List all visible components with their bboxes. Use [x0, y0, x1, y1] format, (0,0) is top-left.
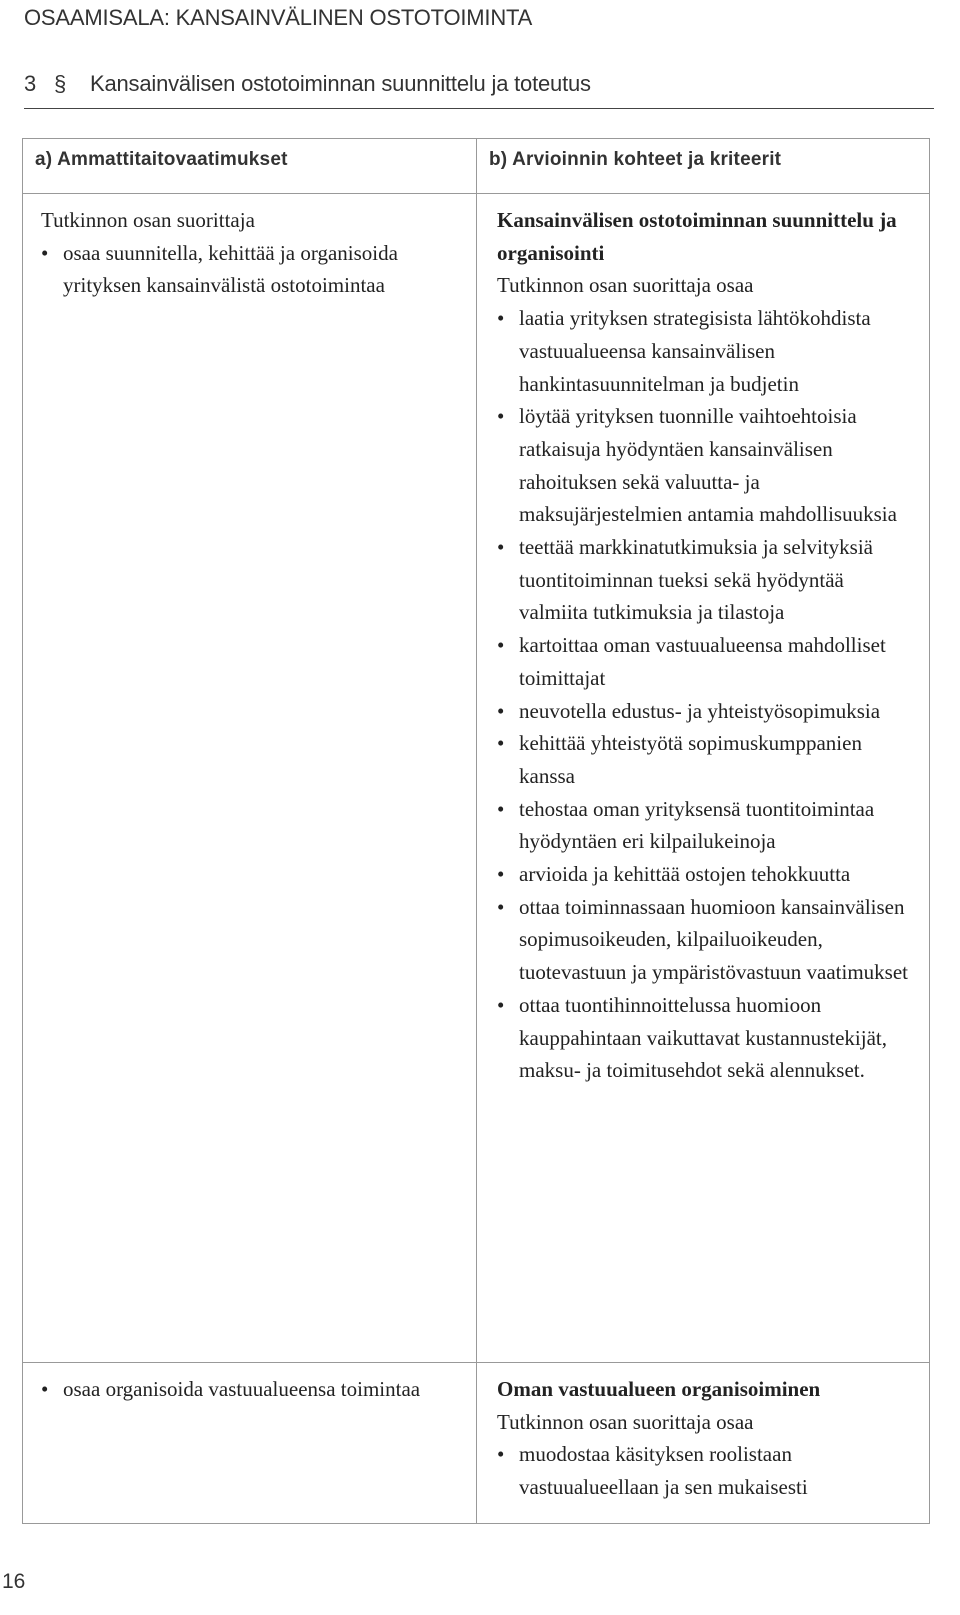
area-title: OSAAMISALA: KANSAINVÄLINEN OSTOTOIMINTA	[24, 5, 533, 30]
requirements-cell	[23, 1363, 477, 1524]
table-header-row	[23, 139, 930, 194]
list-item: • osaa organisoida vastuualueensa toimintaa	[41, 1373, 460, 1406]
list-item: • teettää markkinatutkimuksia ja selvityksiä tuontitoiminnan tueksi sekä hyödyntää valmiita tutkimuksia ja tilastoja	[497, 531, 913, 629]
section-number: 3	[24, 71, 37, 96]
table-row	[23, 194, 930, 1363]
section-heading	[24, 70, 934, 109]
requirements-heading: Tutkinnon osan suorittaja	[41, 208, 255, 232]
list-item: • osaa suunnitella, kehittää ja organisoida yrityksen kansainvälistä ostotoimintaa	[41, 237, 460, 302]
list-item: • muodostaa käsityksen roolistaan vastuualueellaan ja sen mukaisesti	[497, 1438, 913, 1503]
list-item: • neuvotella edustus- ja yhteistyösopimuksia	[497, 695, 913, 728]
list-item: • arvioida ja kehittää ostojen tehokkuutta	[497, 858, 913, 891]
criteria-cell	[477, 194, 930, 1363]
criteria-table	[22, 138, 930, 1524]
document-header	[24, 4, 934, 109]
criteria-cell	[477, 1363, 930, 1524]
criteria-heading: Oman vastuualueen organisoiminen	[497, 1377, 821, 1401]
col-b-header: b) Arvioinnin kohteet ja kriteerit	[477, 139, 930, 194]
criteria-list	[497, 302, 913, 1087]
page-number: 16	[2, 1570, 26, 1593]
criteria-intro: Tutkinnon osan suorittaja osaa	[497, 273, 754, 298]
requirements-cell	[23, 194, 477, 1363]
list-item: • ottaa tuontihinnoittelussa huomioon kauppahintaan vaikuttavat kustannustekijät, maksu- ja toimitusehdot sekä alennukset.	[497, 989, 913, 1087]
criteria-intro: Tutkinnon osan suorittaja osaa	[497, 1409, 754, 1434]
criteria-heading: Kansainvälisen ostotoiminnan suunnittelu ja organisointi	[497, 208, 897, 265]
criteria-list	[497, 1438, 913, 1503]
col-a-header: a) Ammattitaitovaatimukset	[23, 139, 477, 194]
list-item: • löytää yrityksen tuonnille vaihtoehtoisia ratkaisuja hyödyntäen kansainvälisen rahoituksen sekä valuutta- ja maksujärjestelmien antamia mahdollisuuksia	[497, 400, 913, 531]
requirements-list	[41, 1373, 460, 1406]
list-item: • kartoittaa oman vastuualueensa mahdolliset toimittajat	[497, 629, 913, 694]
list-item: • laatia yrityksen strategisista lähtökohdista vastuualueensa kansainvälisen hankintasuunnitelman ja budjetin	[497, 302, 913, 400]
section-symbol: §	[54, 71, 67, 96]
list-item: • ottaa toiminnassaan huomioon kansainvälisen sopimusoikeuden, kilpailuoikeuden, tuotevastuun ja ympäristövastuun vaatimukset	[497, 891, 913, 989]
table-row	[23, 1363, 930, 1524]
requirements-list	[41, 237, 460, 302]
list-item: • tehostaa oman yrityksensä tuontitoimintaa hyödyntäen eri kilpailukeinoja	[497, 793, 913, 858]
section-title: Kansainvälisen ostotoiminnan suunnittelu ja toteutus	[90, 71, 591, 96]
list-item: • kehittää yhteistyötä sopimuskumppanien kanssa	[497, 727, 913, 792]
